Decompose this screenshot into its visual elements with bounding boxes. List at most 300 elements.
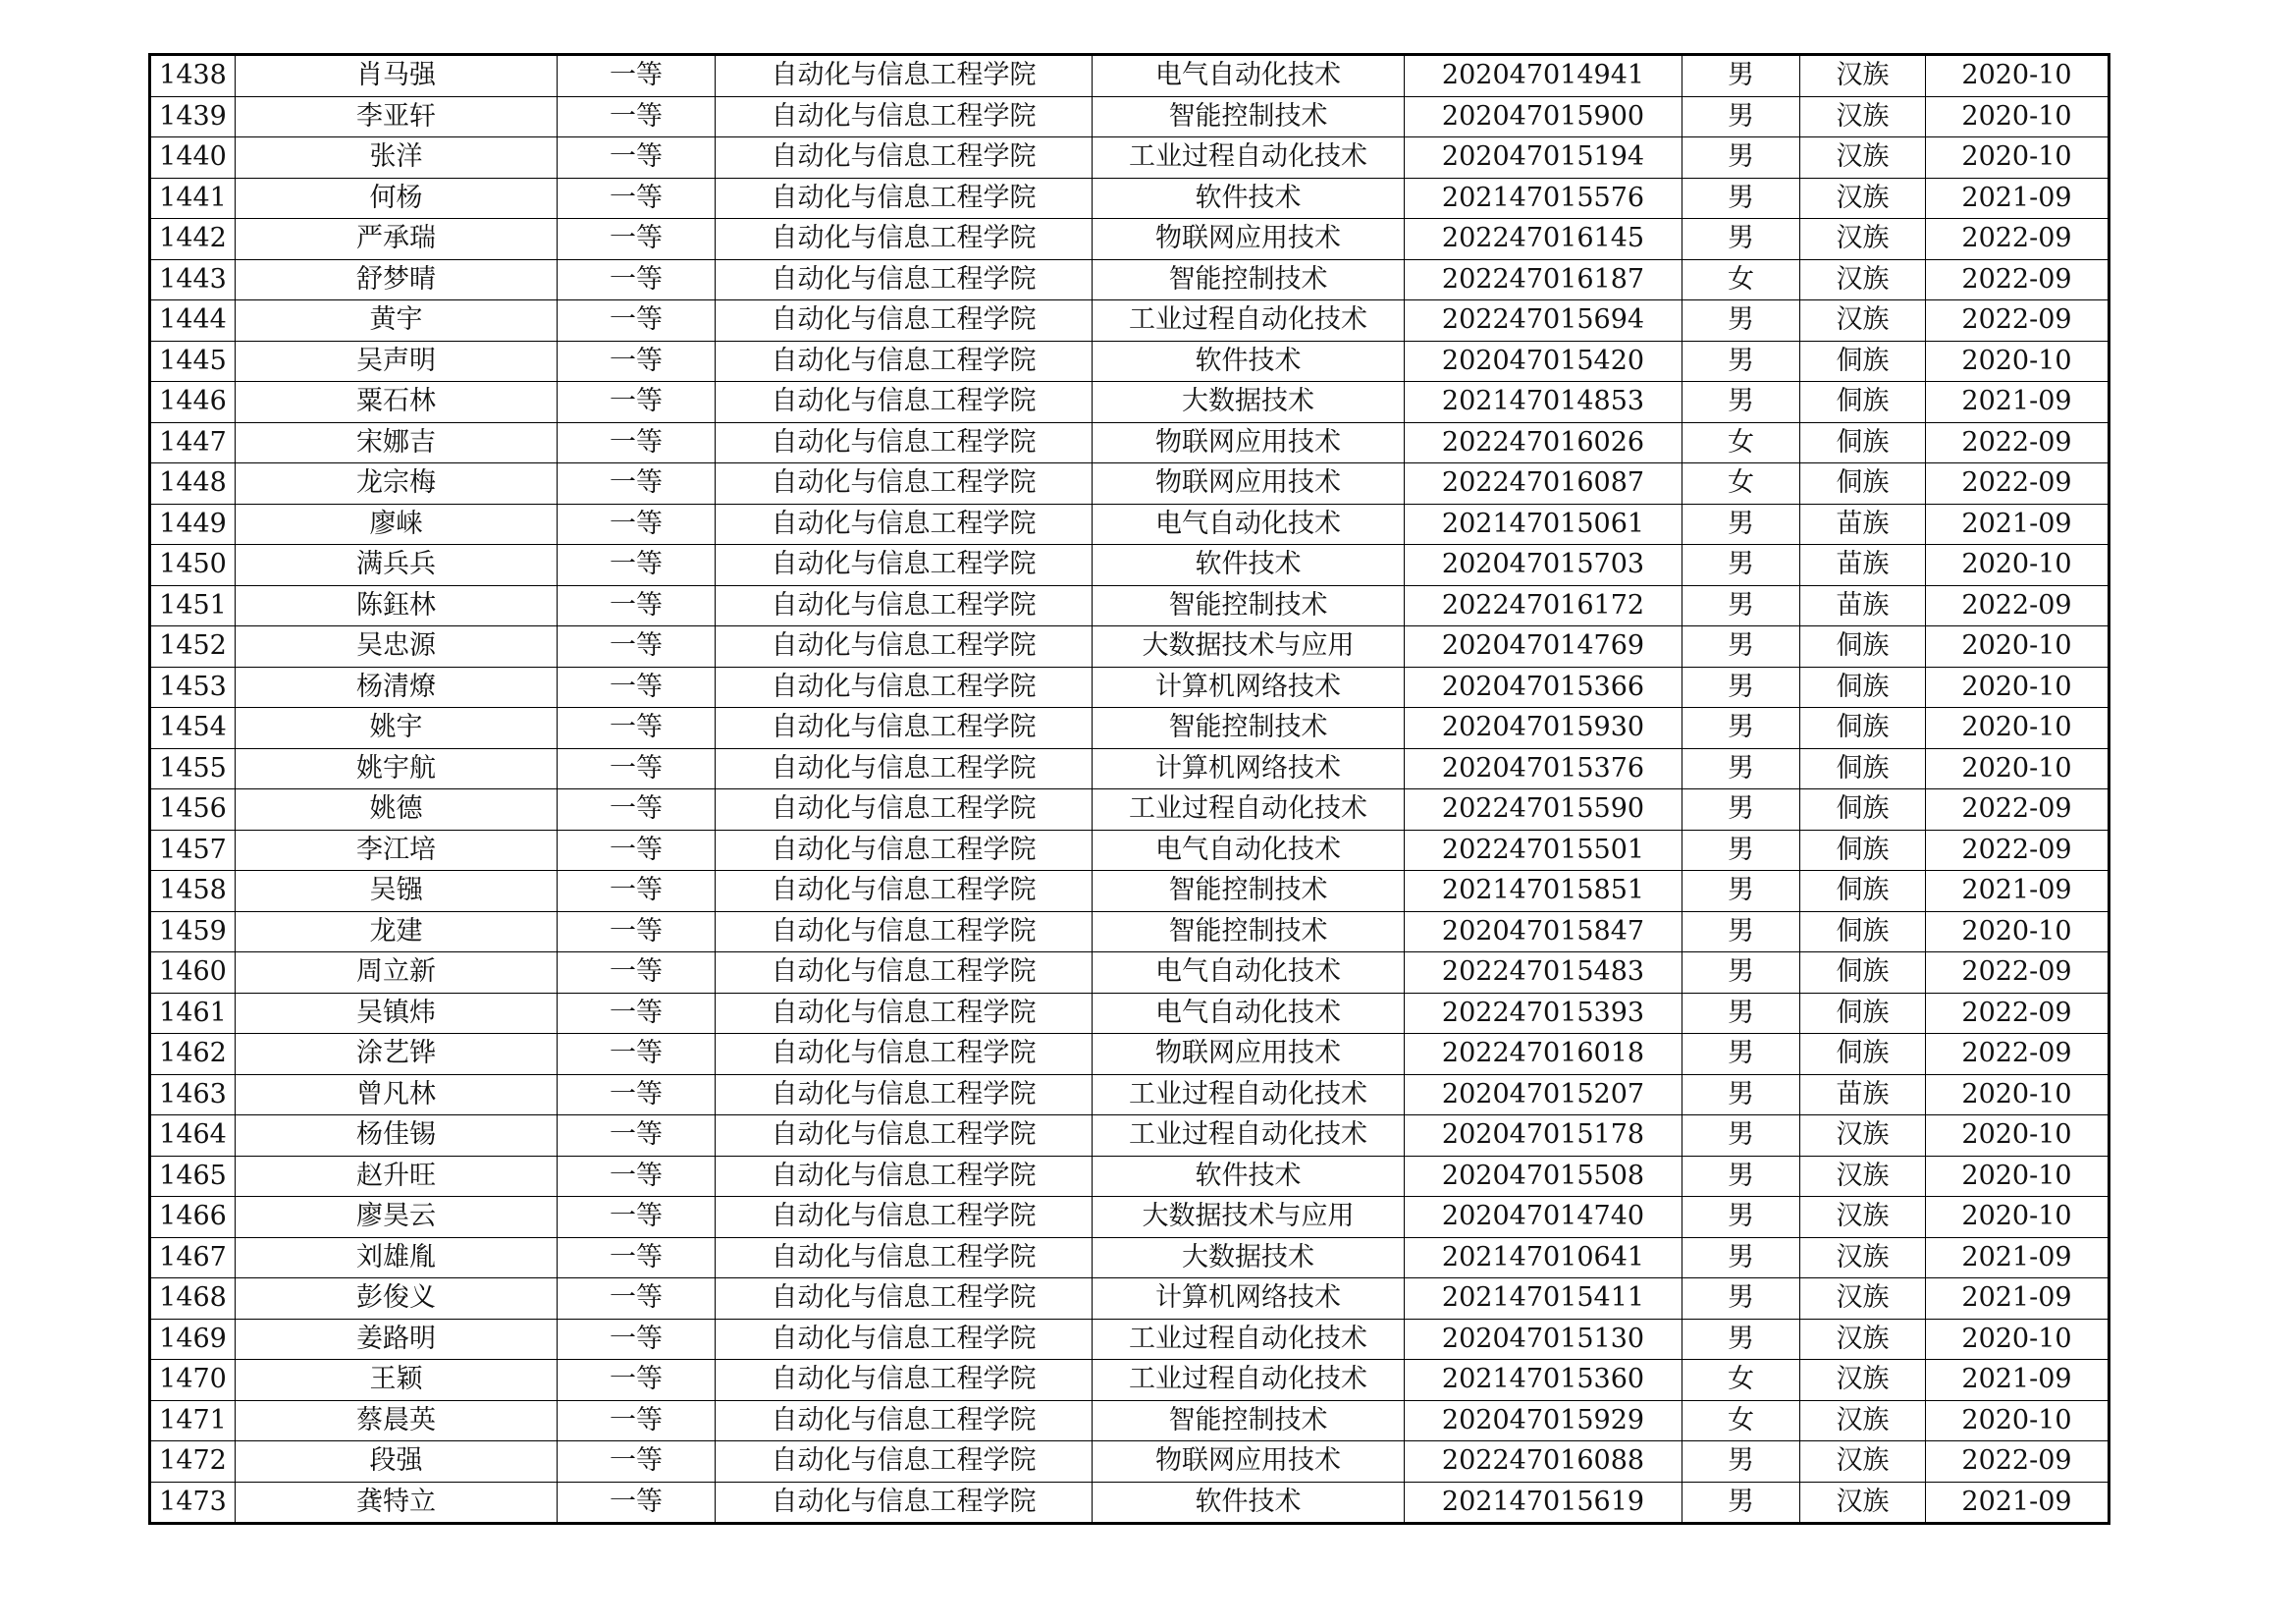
- award-level-cell: 一等: [558, 1115, 716, 1157]
- row-number-cell: 1456: [150, 789, 236, 831]
- row-number-cell: 1462: [150, 1034, 236, 1075]
- table-row: [150, 1482, 2109, 1524]
- college-cell: 自动化与信息工程学院: [716, 830, 1093, 871]
- award-level-cell: 一等: [558, 1482, 716, 1524]
- student-id-cell: 202047015420: [1405, 341, 1682, 382]
- enrollment-date-cell: 2022-09: [1926, 422, 2109, 463]
- gender-cell: 男: [1682, 830, 1800, 871]
- ethnicity-cell: 侗族: [1800, 341, 1926, 382]
- row-number-cell: 1461: [150, 993, 236, 1034]
- award-level-cell: 一等: [558, 96, 716, 137]
- college-cell: 自动化与信息工程学院: [716, 219, 1093, 260]
- ethnicity-cell: 侗族: [1800, 789, 1926, 831]
- ethnicity-cell: 侗族: [1800, 422, 1926, 463]
- table-row: [150, 55, 2109, 97]
- major-cell: 物联网应用技术: [1093, 1441, 1405, 1483]
- student-id-cell: 202047015900: [1405, 96, 1682, 137]
- award-level-cell: 一等: [558, 1400, 716, 1441]
- award-level-cell: 一等: [558, 1441, 716, 1483]
- gender-cell: 女: [1682, 463, 1800, 505]
- ethnicity-cell: 侗族: [1800, 463, 1926, 505]
- name-cell: 赵升旺: [236, 1156, 558, 1197]
- major-cell: 大数据技术与应用: [1093, 626, 1405, 668]
- award-level-cell: 一等: [558, 219, 716, 260]
- student-id-cell: 202247015393: [1405, 993, 1682, 1034]
- name-cell: 宋娜吉: [236, 422, 558, 463]
- student-id-cell: 202147015360: [1405, 1360, 1682, 1401]
- gender-cell: 男: [1682, 789, 1800, 831]
- row-number-cell: 1448: [150, 463, 236, 505]
- table-row: [150, 1319, 2109, 1360]
- table-row: [150, 545, 2109, 586]
- ethnicity-cell: 汉族: [1800, 219, 1926, 260]
- college-cell: 自动化与信息工程学院: [716, 911, 1093, 952]
- row-number-cell: 1444: [150, 300, 236, 342]
- student-id-cell: 202247016172: [1405, 585, 1682, 626]
- major-cell: 软件技术: [1093, 1156, 1405, 1197]
- student-id-cell: 202147014853: [1405, 382, 1682, 423]
- table-row: [150, 626, 2109, 668]
- college-cell: 自动化与信息工程学院: [716, 1278, 1093, 1320]
- college-cell: 自动化与信息工程学院: [716, 300, 1093, 342]
- college-cell: 自动化与信息工程学院: [716, 1237, 1093, 1278]
- table-row: [150, 422, 2109, 463]
- table-row: [150, 382, 2109, 423]
- gender-cell: 女: [1682, 1360, 1800, 1401]
- ethnicity-cell: 汉族: [1800, 1400, 1926, 1441]
- college-cell: 自动化与信息工程学院: [716, 1156, 1093, 1197]
- ethnicity-cell: 汉族: [1800, 1441, 1926, 1483]
- enrollment-date-cell: 2022-09: [1926, 463, 2109, 505]
- major-cell: 工业过程自动化技术: [1093, 137, 1405, 179]
- ethnicity-cell: 汉族: [1800, 1319, 1926, 1360]
- college-cell: 自动化与信息工程学院: [716, 789, 1093, 831]
- award-level-cell: 一等: [558, 830, 716, 871]
- table-row: [150, 178, 2109, 219]
- student-id-cell: 202047015703: [1405, 545, 1682, 586]
- student-id-cell: 202047015366: [1405, 667, 1682, 708]
- ethnicity-cell: 苗族: [1800, 504, 1926, 545]
- ethnicity-cell: 汉族: [1800, 1360, 1926, 1401]
- row-number-cell: 1464: [150, 1115, 236, 1157]
- gender-cell: 男: [1682, 1074, 1800, 1115]
- row-number-cell: 1459: [150, 911, 236, 952]
- table-row: [150, 1400, 2109, 1441]
- college-cell: 自动化与信息工程学院: [716, 1400, 1093, 1441]
- student-id-cell: 202047014740: [1405, 1197, 1682, 1238]
- row-number-cell: 1443: [150, 259, 236, 300]
- table-row: [150, 1034, 2109, 1075]
- major-cell: 工业过程自动化技术: [1093, 300, 1405, 342]
- student-id-cell: 202147010641: [1405, 1237, 1682, 1278]
- table-row: [150, 748, 2109, 789]
- table-row: [150, 137, 2109, 179]
- gender-cell: 男: [1682, 1197, 1800, 1238]
- gender-cell: 男: [1682, 993, 1800, 1034]
- major-cell: 智能控制技术: [1093, 585, 1405, 626]
- name-cell: 吴镇炜: [236, 993, 558, 1034]
- name-cell: 段强: [236, 1441, 558, 1483]
- college-cell: 自动化与信息工程学院: [716, 504, 1093, 545]
- row-number-cell: 1454: [150, 708, 236, 749]
- row-number-cell: 1467: [150, 1237, 236, 1278]
- row-number-cell: 1466: [150, 1197, 236, 1238]
- student-id-cell: 202047015178: [1405, 1115, 1682, 1157]
- ethnicity-cell: 侗族: [1800, 667, 1926, 708]
- major-cell: 计算机网络技术: [1093, 748, 1405, 789]
- student-id-cell: 202247016187: [1405, 259, 1682, 300]
- table-row: [150, 1197, 2109, 1238]
- ethnicity-cell: 苗族: [1800, 585, 1926, 626]
- enrollment-date-cell: 2021-09: [1926, 871, 2109, 912]
- scholarship-table: [148, 53, 2110, 1525]
- gender-cell: 男: [1682, 178, 1800, 219]
- ethnicity-cell: 侗族: [1800, 708, 1926, 749]
- row-number-cell: 1442: [150, 219, 236, 260]
- college-cell: 自动化与信息工程学院: [716, 993, 1093, 1034]
- college-cell: 自动化与信息工程学院: [716, 1441, 1093, 1483]
- name-cell: 姜路明: [236, 1319, 558, 1360]
- enrollment-date-cell: 2022-09: [1926, 300, 2109, 342]
- name-cell: 肖马强: [236, 55, 558, 97]
- enrollment-date-cell: 2020-10: [1926, 545, 2109, 586]
- table-row: [150, 219, 2109, 260]
- ethnicity-cell: 侗族: [1800, 952, 1926, 994]
- ethnicity-cell: 侗族: [1800, 382, 1926, 423]
- enrollment-date-cell: 2022-09: [1926, 1034, 2109, 1075]
- name-cell: 何杨: [236, 178, 558, 219]
- gender-cell: 男: [1682, 871, 1800, 912]
- college-cell: 自动化与信息工程学院: [716, 55, 1093, 97]
- major-cell: 智能控制技术: [1093, 96, 1405, 137]
- table-row: [150, 952, 2109, 994]
- name-cell: 黄宇: [236, 300, 558, 342]
- college-cell: 自动化与信息工程学院: [716, 667, 1093, 708]
- student-id-cell: 202047015847: [1405, 911, 1682, 952]
- award-level-cell: 一等: [558, 1034, 716, 1075]
- row-number-cell: 1440: [150, 137, 236, 179]
- ethnicity-cell: 汉族: [1800, 1482, 1926, 1524]
- table-row: [150, 708, 2109, 749]
- award-level-cell: 一等: [558, 382, 716, 423]
- name-cell: 舒梦晴: [236, 259, 558, 300]
- major-cell: 物联网应用技术: [1093, 219, 1405, 260]
- gender-cell: 男: [1682, 55, 1800, 97]
- college-cell: 自动化与信息工程学院: [716, 1115, 1093, 1157]
- award-level-cell: 一等: [558, 1319, 716, 1360]
- name-cell: 刘雄胤: [236, 1237, 558, 1278]
- college-cell: 自动化与信息工程学院: [716, 463, 1093, 505]
- college-cell: 自动化与信息工程学院: [716, 422, 1093, 463]
- major-cell: 电气自动化技术: [1093, 830, 1405, 871]
- name-cell: 姚德: [236, 789, 558, 831]
- college-cell: 自动化与信息工程学院: [716, 382, 1093, 423]
- name-cell: 龙宗梅: [236, 463, 558, 505]
- row-number-cell: 1446: [150, 382, 236, 423]
- name-cell: 粟石林: [236, 382, 558, 423]
- student-id-cell: 202247016088: [1405, 1441, 1682, 1483]
- enrollment-date-cell: 2021-09: [1926, 504, 2109, 545]
- gender-cell: 男: [1682, 137, 1800, 179]
- name-cell: 曾凡林: [236, 1074, 558, 1115]
- row-number-cell: 1445: [150, 341, 236, 382]
- award-level-cell: 一等: [558, 259, 716, 300]
- name-cell: 龙建: [236, 911, 558, 952]
- table-row: [150, 1115, 2109, 1157]
- row-number-cell: 1468: [150, 1278, 236, 1320]
- award-level-cell: 一等: [558, 748, 716, 789]
- name-cell: 吴声明: [236, 341, 558, 382]
- enrollment-date-cell: 2020-10: [1926, 137, 2109, 179]
- row-number-cell: 1460: [150, 952, 236, 994]
- row-number-cell: 1450: [150, 545, 236, 586]
- name-cell: 杨佳锡: [236, 1115, 558, 1157]
- student-id-cell: 202247016087: [1405, 463, 1682, 505]
- table-row: [150, 1278, 2109, 1320]
- major-cell: 物联网应用技术: [1093, 463, 1405, 505]
- table-row: [150, 463, 2109, 505]
- enrollment-date-cell: 2022-09: [1926, 789, 2109, 831]
- college-cell: 自动化与信息工程学院: [716, 1034, 1093, 1075]
- row-number-cell: 1455: [150, 748, 236, 789]
- row-number-cell: 1438: [150, 55, 236, 97]
- student-id-cell: 202247015483: [1405, 952, 1682, 994]
- name-cell: 吴忠源: [236, 626, 558, 668]
- enrollment-date-cell: 2020-10: [1926, 748, 2109, 789]
- ethnicity-cell: 汉族: [1800, 300, 1926, 342]
- award-level-cell: 一等: [558, 341, 716, 382]
- enrollment-date-cell: 2020-10: [1926, 911, 2109, 952]
- name-cell: 张洋: [236, 137, 558, 179]
- table-row: [150, 1237, 2109, 1278]
- award-level-cell: 一等: [558, 1237, 716, 1278]
- ethnicity-cell: 汉族: [1800, 96, 1926, 137]
- student-id-cell: 202047015130: [1405, 1319, 1682, 1360]
- enrollment-date-cell: 2022-09: [1926, 993, 2109, 1034]
- enrollment-date-cell: 2020-10: [1926, 708, 2109, 749]
- name-cell: 彭俊义: [236, 1278, 558, 1320]
- ethnicity-cell: 汉族: [1800, 137, 1926, 179]
- ethnicity-cell: 侗族: [1800, 830, 1926, 871]
- award-level-cell: 一等: [558, 1156, 716, 1197]
- gender-cell: 女: [1682, 422, 1800, 463]
- student-id-cell: 202047015194: [1405, 137, 1682, 179]
- enrollment-date-cell: 2020-10: [1926, 1074, 2109, 1115]
- name-cell: 满兵兵: [236, 545, 558, 586]
- enrollment-date-cell: 2021-09: [1926, 1237, 2109, 1278]
- student-id-cell: 202147015061: [1405, 504, 1682, 545]
- student-id-cell: 202047015508: [1405, 1156, 1682, 1197]
- student-id-cell: 202247015694: [1405, 300, 1682, 342]
- row-number-cell: 1470: [150, 1360, 236, 1401]
- award-level-cell: 一等: [558, 708, 716, 749]
- name-cell: 杨清燎: [236, 667, 558, 708]
- student-id-cell: 202147015411: [1405, 1278, 1682, 1320]
- ethnicity-cell: 汉族: [1800, 259, 1926, 300]
- student-id-cell: 202247016018: [1405, 1034, 1682, 1075]
- ethnicity-cell: 汉族: [1800, 178, 1926, 219]
- gender-cell: 男: [1682, 1441, 1800, 1483]
- major-cell: 软件技术: [1093, 341, 1405, 382]
- major-cell: 大数据技术: [1093, 1237, 1405, 1278]
- name-cell: 蔡晨英: [236, 1400, 558, 1441]
- college-cell: 自动化与信息工程学院: [716, 1319, 1093, 1360]
- major-cell: 智能控制技术: [1093, 911, 1405, 952]
- major-cell: 电气自动化技术: [1093, 55, 1405, 97]
- name-cell: 廖崃: [236, 504, 558, 545]
- enrollment-date-cell: 2020-10: [1926, 1156, 2109, 1197]
- student-id-cell: 202247016026: [1405, 422, 1682, 463]
- row-number-cell: 1451: [150, 585, 236, 626]
- student-id-cell: 202147015851: [1405, 871, 1682, 912]
- award-level-cell: 一等: [558, 504, 716, 545]
- major-cell: 电气自动化技术: [1093, 952, 1405, 994]
- ethnicity-cell: 侗族: [1800, 1034, 1926, 1075]
- table-row: [150, 259, 2109, 300]
- college-cell: 自动化与信息工程学院: [716, 1482, 1093, 1524]
- row-number-cell: 1447: [150, 422, 236, 463]
- award-level-cell: 一等: [558, 871, 716, 912]
- award-level-cell: 一等: [558, 1360, 716, 1401]
- ethnicity-cell: 侗族: [1800, 911, 1926, 952]
- enrollment-date-cell: 2022-09: [1926, 952, 2109, 994]
- major-cell: 计算机网络技术: [1093, 667, 1405, 708]
- award-level-cell: 一等: [558, 463, 716, 505]
- ethnicity-cell: 汉族: [1800, 55, 1926, 97]
- enrollment-date-cell: 2021-09: [1926, 1278, 2109, 1320]
- college-cell: 自动化与信息工程学院: [716, 871, 1093, 912]
- award-level-cell: 一等: [558, 911, 716, 952]
- gender-cell: 女: [1682, 1400, 1800, 1441]
- college-cell: 自动化与信息工程学院: [716, 1360, 1093, 1401]
- row-number-cell: 1453: [150, 667, 236, 708]
- college-cell: 自动化与信息工程学院: [716, 341, 1093, 382]
- major-cell: 电气自动化技术: [1093, 504, 1405, 545]
- gender-cell: 男: [1682, 585, 1800, 626]
- award-level-cell: 一等: [558, 545, 716, 586]
- name-cell: 吴镪: [236, 871, 558, 912]
- award-level-cell: 一等: [558, 585, 716, 626]
- row-number-cell: 1472: [150, 1441, 236, 1483]
- gender-cell: 男: [1682, 341, 1800, 382]
- ethnicity-cell: 汉族: [1800, 1115, 1926, 1157]
- gender-cell: 男: [1682, 1237, 1800, 1278]
- college-cell: 自动化与信息工程学院: [716, 259, 1093, 300]
- row-number-cell: 1449: [150, 504, 236, 545]
- enrollment-date-cell: 2022-09: [1926, 259, 2109, 300]
- student-id-cell: 202047015929: [1405, 1400, 1682, 1441]
- table-row: [150, 1074, 2109, 1115]
- table-row: [150, 993, 2109, 1034]
- name-cell: 李江培: [236, 830, 558, 871]
- row-number-cell: 1471: [150, 1400, 236, 1441]
- award-level-cell: 一等: [558, 993, 716, 1034]
- award-level-cell: 一等: [558, 178, 716, 219]
- major-cell: 软件技术: [1093, 178, 1405, 219]
- college-cell: 自动化与信息工程学院: [716, 708, 1093, 749]
- award-level-cell: 一等: [558, 1074, 716, 1115]
- major-cell: 物联网应用技术: [1093, 1034, 1405, 1075]
- student-id-cell: 202147015619: [1405, 1482, 1682, 1524]
- name-cell: 周立新: [236, 952, 558, 994]
- student-id-cell: 202047015207: [1405, 1074, 1682, 1115]
- major-cell: 智能控制技术: [1093, 1400, 1405, 1441]
- enrollment-date-cell: 2021-09: [1926, 178, 2109, 219]
- gender-cell: 男: [1682, 1482, 1800, 1524]
- award-level-cell: 一等: [558, 55, 716, 97]
- enrollment-date-cell: 2020-10: [1926, 55, 2109, 97]
- major-cell: 大数据技术: [1093, 382, 1405, 423]
- major-cell: 工业过程自动化技术: [1093, 1115, 1405, 1157]
- enrollment-date-cell: 2021-09: [1926, 1482, 2109, 1524]
- college-cell: 自动化与信息工程学院: [716, 748, 1093, 789]
- student-id-cell: 202047015930: [1405, 708, 1682, 749]
- row-number-cell: 1439: [150, 96, 236, 137]
- ethnicity-cell: 汉族: [1800, 1237, 1926, 1278]
- gender-cell: 男: [1682, 96, 1800, 137]
- college-cell: 自动化与信息工程学院: [716, 585, 1093, 626]
- college-cell: 自动化与信息工程学院: [716, 96, 1093, 137]
- table-row: [150, 504, 2109, 545]
- name-cell: 王颖: [236, 1360, 558, 1401]
- enrollment-date-cell: 2020-10: [1926, 1197, 2109, 1238]
- major-cell: 智能控制技术: [1093, 259, 1405, 300]
- gender-cell: 男: [1682, 911, 1800, 952]
- gender-cell: 男: [1682, 1278, 1800, 1320]
- award-level-cell: 一等: [558, 1197, 716, 1238]
- ethnicity-cell: 侗族: [1800, 748, 1926, 789]
- major-cell: 物联网应用技术: [1093, 422, 1405, 463]
- ethnicity-cell: 苗族: [1800, 545, 1926, 586]
- gender-cell: 男: [1682, 545, 1800, 586]
- major-cell: 软件技术: [1093, 1482, 1405, 1524]
- gender-cell: 男: [1682, 382, 1800, 423]
- gender-cell: 男: [1682, 626, 1800, 668]
- table-row: [150, 1360, 2109, 1401]
- name-cell: 严承瑞: [236, 219, 558, 260]
- student-id-cell: 202047014769: [1405, 626, 1682, 668]
- major-cell: 智能控制技术: [1093, 871, 1405, 912]
- table-row: [150, 96, 2109, 137]
- enrollment-date-cell: 2022-09: [1926, 585, 2109, 626]
- name-cell: 李亚轩: [236, 96, 558, 137]
- award-level-cell: 一等: [558, 789, 716, 831]
- gender-cell: 男: [1682, 748, 1800, 789]
- row-number-cell: 1441: [150, 178, 236, 219]
- table-row: [150, 911, 2109, 952]
- name-cell: 廖昊云: [236, 1197, 558, 1238]
- gender-cell: 男: [1682, 667, 1800, 708]
- name-cell: 涂艺铧: [236, 1034, 558, 1075]
- ethnicity-cell: 汉族: [1800, 1197, 1926, 1238]
- table-row: [150, 585, 2109, 626]
- gender-cell: 女: [1682, 259, 1800, 300]
- major-cell: 工业过程自动化技术: [1093, 789, 1405, 831]
- name-cell: 陈鈺林: [236, 585, 558, 626]
- student-id-cell: 202047014941: [1405, 55, 1682, 97]
- name-cell: 姚宇: [236, 708, 558, 749]
- student-id-cell: 202247015590: [1405, 789, 1682, 831]
- enrollment-date-cell: 2020-10: [1926, 1115, 2109, 1157]
- enrollment-date-cell: 2020-10: [1926, 341, 2109, 382]
- student-id-cell: 202247016145: [1405, 219, 1682, 260]
- table-row: [150, 871, 2109, 912]
- college-cell: 自动化与信息工程学院: [716, 137, 1093, 179]
- college-cell: 自动化与信息工程学院: [716, 1197, 1093, 1238]
- enrollment-date-cell: 2022-09: [1926, 1441, 2109, 1483]
- enrollment-date-cell: 2021-09: [1926, 382, 2109, 423]
- enrollment-date-cell: 2020-10: [1926, 1319, 2109, 1360]
